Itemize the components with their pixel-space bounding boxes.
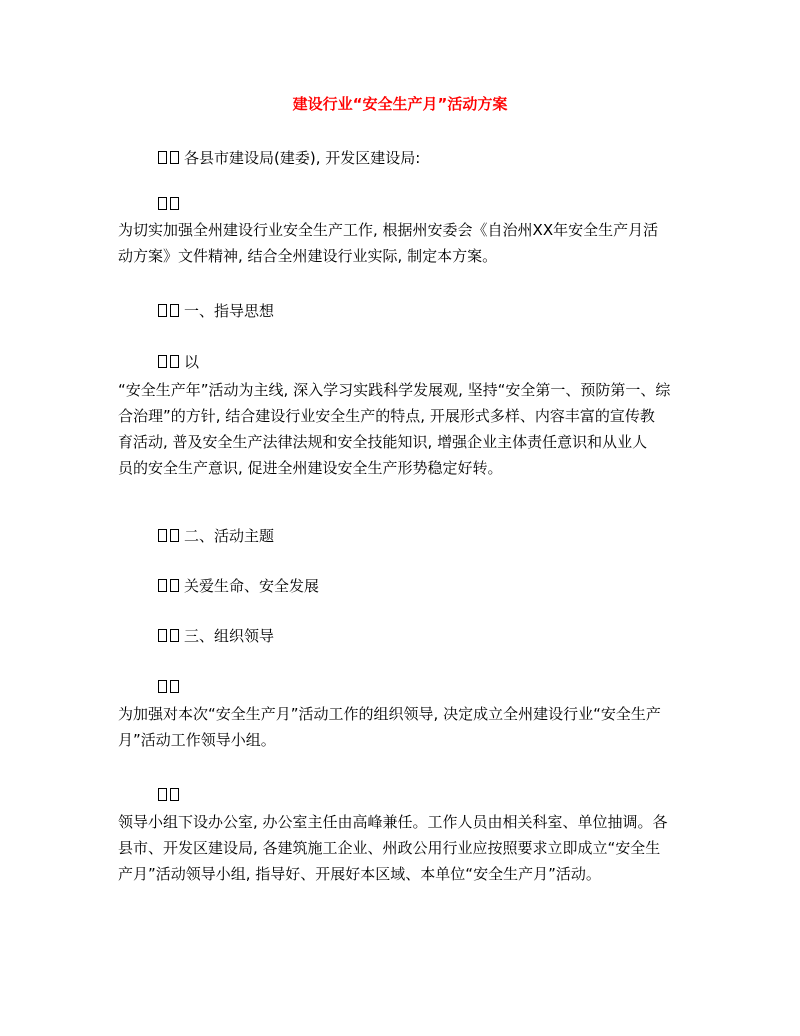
box-glyph [158,629,167,642]
box-glyph [158,151,167,164]
placeholder-boxes [158,674,182,700]
guiding-line: “安全生产年”活动为主线, 深入学习实践科学发展观, 坚持“安全第一、预防第一、综 [118,381,671,399]
placeholder-boxes [158,145,182,171]
document-title: 建设行业“安全生产月”活动方案 [292,95,508,113]
box-glyph [158,680,167,693]
office-line: 产月”活动领导小组, 指导好、开展好本区域、本单位“安全生产月”活动。 [118,865,601,883]
box-glyph [170,529,179,542]
placeholder-boxes [158,623,182,649]
box-glyph [158,788,167,801]
heading-text: 一、指导思想 [184,302,275,320]
box-glyph [170,629,179,642]
placeholder-boxes [158,573,182,599]
spacer-line [118,674,728,700]
box-glyph [158,355,167,368]
box-glyph [170,788,179,801]
heading-activity-theme [118,523,728,549]
heading-text: 三、组织领导 [184,627,275,645]
intro-line: 为切实加强全州建设行业安全生产工作, 根据州安委会《自治州XX年安全生产月活 [118,221,659,239]
heading-text: 二、活动主题 [184,527,275,545]
salutation-text: 各县市建设局(建委), 开发区建设局: [184,149,421,167]
office-line: 县市、开发区建设局, 各建筑施工企业、州政公用行业应按照要求立即成立“安全生 [118,839,661,857]
guiding-paragraph [118,377,688,481]
heading-guiding-thought [118,298,728,324]
box-glyph [170,151,179,164]
box-glyph [158,304,167,317]
guiding-line: 合治理”的方针, 结合建设行业安全生产的特点, 开展形式多样、内容丰富的宣传教 [118,407,655,425]
box-glyph [158,579,167,592]
guiding-lead-text: 以 [184,353,200,371]
placeholder-boxes [158,349,182,375]
intro-paragraph [118,217,688,269]
box-glyph [170,680,179,693]
box-glyph [170,355,179,368]
placeholder-boxes [158,782,182,808]
organization-line: 月”活动工作领导小组。 [118,731,276,749]
office-line: 领导小组下设办公室, 办公室主任由高峰兼任。工作人员由相关科室、单位抽调。各 [118,813,668,831]
box-glyph [170,304,179,317]
salutation-paragraph [118,145,728,171]
organization-paragraph [118,701,688,753]
heading-organization [118,623,728,649]
intro-line: 动方案》文件精神, 结合全州建设行业实际, 制定本方案。 [118,247,498,265]
spacer-line [118,782,728,808]
spacer-line [118,191,728,217]
guiding-lead-line [118,349,728,375]
theme-text: 关爱生命、安全发展 [184,577,320,595]
box-glyph [170,197,179,210]
box-glyph [170,579,179,592]
placeholder-boxes [158,191,182,217]
box-glyph [158,197,167,210]
placeholder-boxes [158,523,182,549]
office-paragraph [118,809,688,887]
guiding-line: 育活动, 普及安全生产法律法规和安全技能知识, 增强企业主体责任意识和从业人 [118,433,648,451]
organization-line: 为加强对本次“安全生产月”活动工作的组织领导, 决定成立全州建设行业“安全生产 [118,705,661,723]
box-glyph [158,529,167,542]
guiding-line: 员的安全生产意识, 促进全州建设安全生产形势稳定好转。 [118,459,503,477]
theme-line [118,573,728,599]
placeholder-boxes [158,298,182,324]
